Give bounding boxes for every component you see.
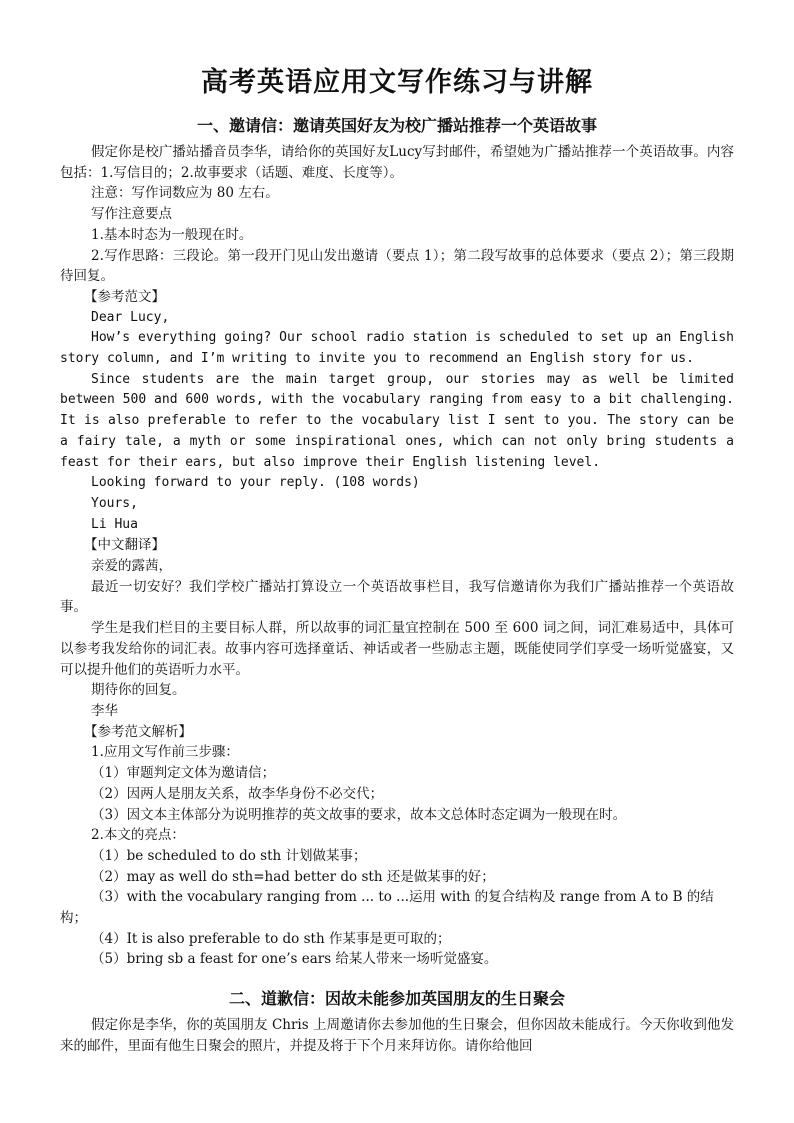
translation-signature: 李华 <box>91 702 118 719</box>
analysis-item: （3）with the vocabulary ranging from ... to ...运用 with 的复合结构及 range from A to B 的结构； <box>60 889 714 927</box>
analysis-item: 2.本文的亮点： <box>91 827 185 844</box>
translation-paragraph-3: 期待你的回复。 <box>91 682 186 699</box>
letter-closing: Yours, <box>91 495 138 511</box>
section2-prompt: 假定你是李华，你的英国朋友 Chris 上周邀请你去参加他的生日聚会，但你因故未能成行。今天你收到他发来的邮件，里面有他生日聚会的照片，并提及将于下个月来拜访你。请你给他回 <box>60 1017 734 1054</box>
tips-title: 写作注意要点 <box>91 206 172 223</box>
analysis-item: （5）bring sb a feast for one’s ears 给某人带来一场听觉盛宴。 <box>91 951 498 968</box>
sample-label: 【参考范文】 <box>84 288 165 305</box>
translation-greeting: 亲爱的露茜， <box>91 558 172 575</box>
section1-body <box>60 142 734 970</box>
analysis-item: （4）It is also preferable to do sth 作某事是更可取的； <box>91 930 451 947</box>
tip-1: 1.基本时态为一般现在时。 <box>91 226 253 243</box>
translation-paragraph-2: 学生是我们栏目的主要目标人群，所以故事的词汇量宜控制在 500 至 600 词之间，词汇难易适中，具体可以参考我发给你的词汇表。故事内容可选择童话、神话或者一些励志主题，既能使同学们享受一场听觉盛宴，又可以提升他们的英语听力水平。 <box>60 620 734 678</box>
analysis-item: （3）因文本主体部分为说明推荐的英文故事的要求，故本文总体时态定调为一般现在时。 <box>91 806 627 823</box>
analysis-label: 【参考范文解析】 <box>84 723 192 740</box>
analysis-item: （1）审题判定文体为邀请信； <box>91 765 276 782</box>
section1-note: 注意：写作词数应为 80 左右。 <box>91 185 279 202</box>
tip-2: 2.写作思路：三段论。第一段开门见山发出邀请（要点 1）；第二段写故事的总体要求（要点 2）；第三段期待回复。 <box>60 247 734 285</box>
section1-prompt: 假定你是校广播站播音员李华，请给你的英国好友Lucy写封邮件，希望她为广播站推荐一个英语故事。内容包括：1.写信目的；2.故事要求（话题、难度、长度等）。 <box>60 144 734 181</box>
letter-paragraph-2: Since students are the main target group, our stories may as well be limited between 500 and 600 words, with the vocabulary ranging from easy to a bit challenging. It is also preferable to refer to the vocabulary list I sent to you. The story can be a fairy tale, a myth or some inspirational ones, which can not only bring students a feast for their ears, but also improve their English listening level. <box>60 371 734 470</box>
analysis-item: （2）因两人是朋友关系，故李华身份不必交代； <box>91 785 384 802</box>
page-title: 高考英语应用文写作练习与讲解 <box>201 67 593 98</box>
translation-paragraph-1: 最近一切安好？我们学校广播站打算设立一个英语故事栏目，我写信邀请你为我们广播站推荐一个英语故事。 <box>60 578 734 616</box>
analysis-item: （2）may as well do sth=had better do sth 还是做某事的好； <box>91 868 495 885</box>
analysis-item: （1）be scheduled to do sth 计划做某事； <box>91 847 367 864</box>
letter-greeting: Dear Lucy, <box>91 309 170 325</box>
letter-paragraph-1: How’s everything going? Our school radio station is scheduled to set up an English story column, and I’m writing to invite you to recommend an English story for us. <box>60 330 734 367</box>
section2-heading: 二、道歉信：因故未能参加英国朋友的生日聚会 <box>228 989 565 1008</box>
analysis-item: 1.应用文写作前三步骤： <box>91 744 239 761</box>
translation-label: 【中文翻译】 <box>84 537 165 554</box>
section1-heading: 一、邀请信：邀请英国好友为校广播站推荐一个英语故事 <box>196 116 597 135</box>
letter-paragraph-3: Looking forward to your reply. (108 words) <box>91 475 420 491</box>
section2-body <box>60 1015 734 1057</box>
letter-signature: Li Hua <box>91 516 138 532</box>
